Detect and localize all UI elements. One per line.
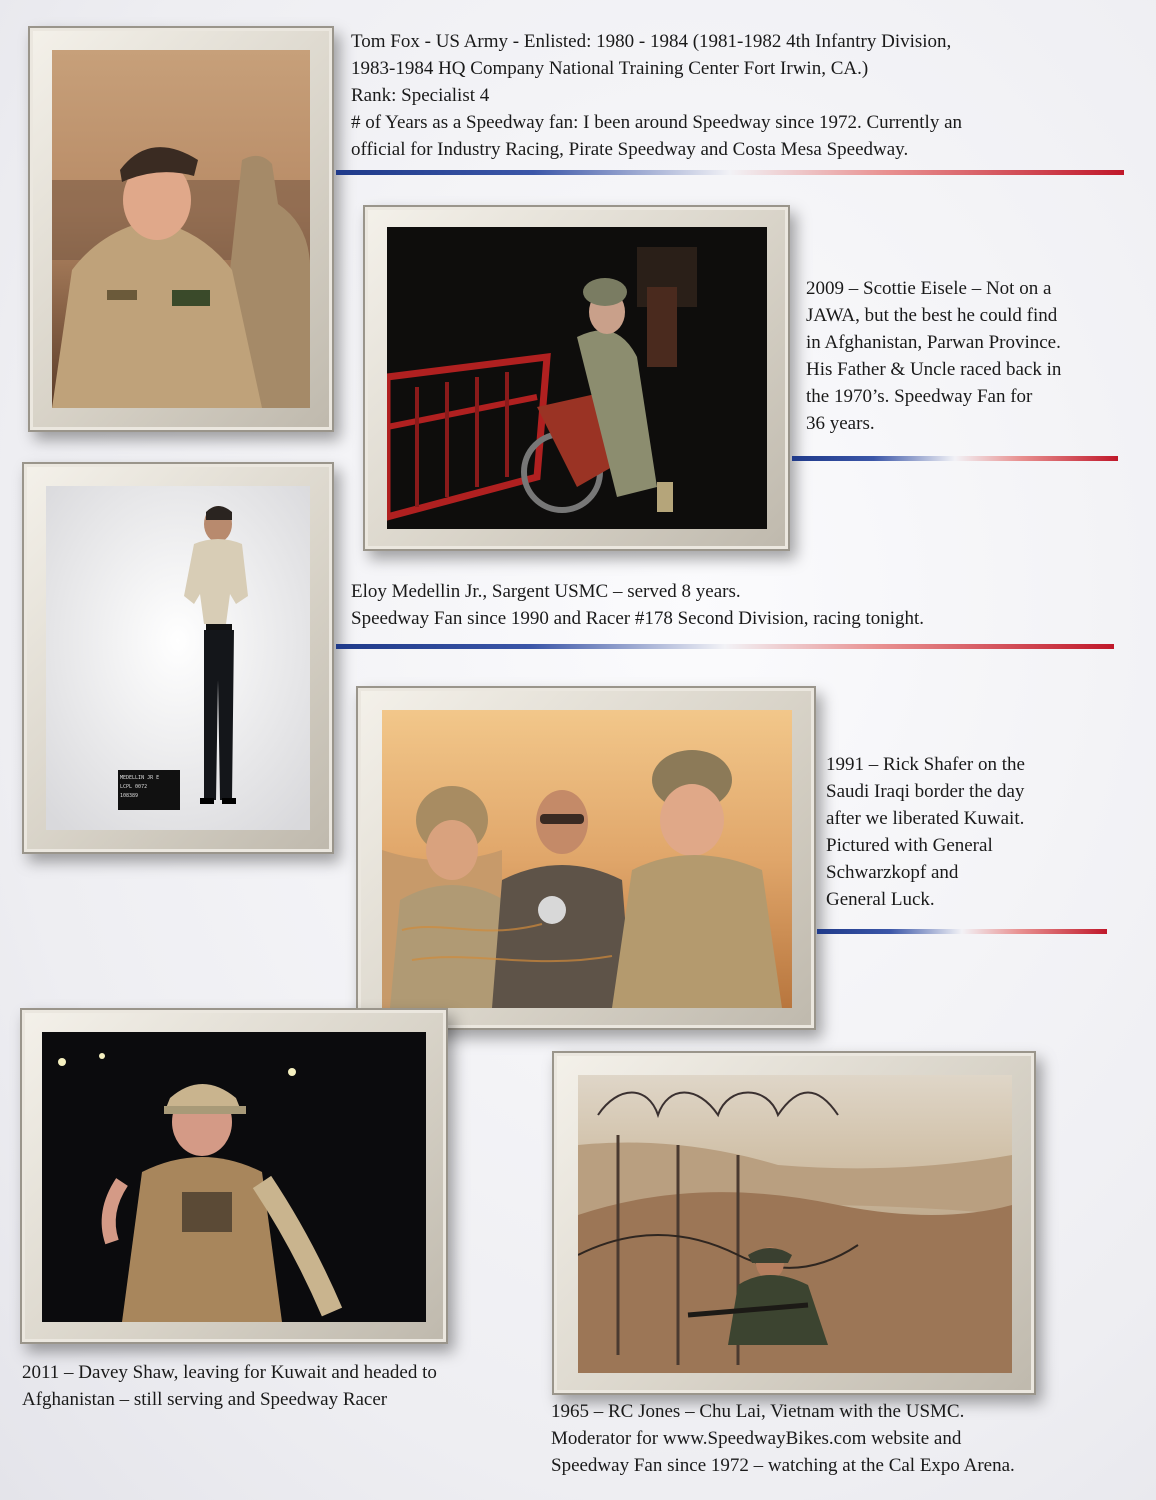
placard-line: MEDELLIN JR E	[120, 775, 160, 781]
caption-tom-fox	[351, 28, 1141, 163]
caption-eloy-medellin	[351, 578, 1141, 632]
caption-scottie-eisele	[806, 275, 1146, 437]
caption-line: Tom Fox - US Army - Enlisted: 1980 - 1984 (1981-1982 4th Infantry Division,	[351, 31, 952, 52]
photo-davey-shaw	[42, 1032, 426, 1322]
caption-line: in Afghanistan, Parwan Province.	[806, 332, 1061, 353]
caption-line: 36 years.	[806, 413, 875, 434]
caption-line: Speedway Fan since 1990 and Racer #178 Second Division, racing tonight.	[351, 608, 925, 629]
photo-frame-eloy-medellin	[22, 462, 334, 854]
caption-davey-shaw	[22, 1359, 542, 1413]
caption-line: Pictured with General	[826, 835, 993, 856]
caption-line: General Luck.	[826, 889, 935, 910]
caption-line: Speedway Fan since 1972 – watching at the Cal Expo Arena.	[551, 1455, 1015, 1476]
caption-rick-shafer	[826, 751, 1146, 913]
caption-line: Eloy Medellin Jr., Sargent USMC – served 8 years.	[351, 581, 741, 602]
caption-line: Rank: Specialist 4	[351, 85, 490, 106]
placard-line: LCPL 0072	[120, 784, 148, 790]
caption-line: Schwarzkopf and	[826, 862, 959, 883]
caption-line: 2009 – Scottie Eisele – Not on a	[806, 278, 1052, 299]
caption-line: official for Industry Racing, Pirate Speedway and Costa Mesa Speedway.	[351, 139, 909, 160]
caption-line: His Father & Uncle raced back in	[806, 359, 1062, 380]
caption-line: 1983-1984 HQ Company National Training Center Fort Irwin, CA.)	[351, 58, 869, 79]
placard-line: 108389	[120, 793, 139, 799]
photo-frame-tom-fox	[28, 26, 334, 432]
photo-frame-davey-shaw	[20, 1008, 448, 1344]
photo-eloy-medellin	[46, 486, 310, 830]
photo-frame-rick-shafer	[356, 686, 816, 1030]
divider-rule	[792, 456, 1118, 461]
caption-line: JAWA, but the best he could find	[806, 305, 1058, 326]
caption-line: after we liberated Kuwait.	[826, 808, 1025, 829]
caption-line: Saudi Iraqi border the day	[826, 781, 1025, 802]
caption-line: 2011 – Davey Shaw, leaving for Kuwait and headed to	[22, 1362, 437, 1383]
caption-rc-jones	[551, 1398, 1151, 1479]
caption-line: the 1970’s. Speedway Fan for	[806, 386, 1033, 407]
caption-line: Afghanistan – still serving and Speedway Racer	[22, 1389, 388, 1410]
photo-scottie-eisele	[387, 227, 767, 529]
divider-rule	[336, 644, 1114, 649]
caption-line: 1965 – RC Jones – Chu Lai, Vietnam with the USMC.	[551, 1401, 965, 1422]
photo-rick-shafer	[382, 710, 792, 1008]
photo-frame-scottie-eisele	[363, 205, 790, 551]
divider-rule	[336, 170, 1124, 175]
caption-line: 1991 – Rick Shafer on the	[826, 754, 1025, 775]
caption-line: # of Years as a Speedway fan: I been around Speedway since 1972. Currently an	[351, 112, 962, 133]
photo-frame-rc-jones	[552, 1051, 1036, 1395]
caption-line: Moderator for www.SpeedwayBikes.com website and	[551, 1428, 962, 1449]
photo-placard	[120, 774, 178, 801]
divider-rule	[817, 929, 1107, 934]
photo-rc-jones	[578, 1075, 1012, 1373]
photo-tom-fox	[52, 50, 310, 408]
